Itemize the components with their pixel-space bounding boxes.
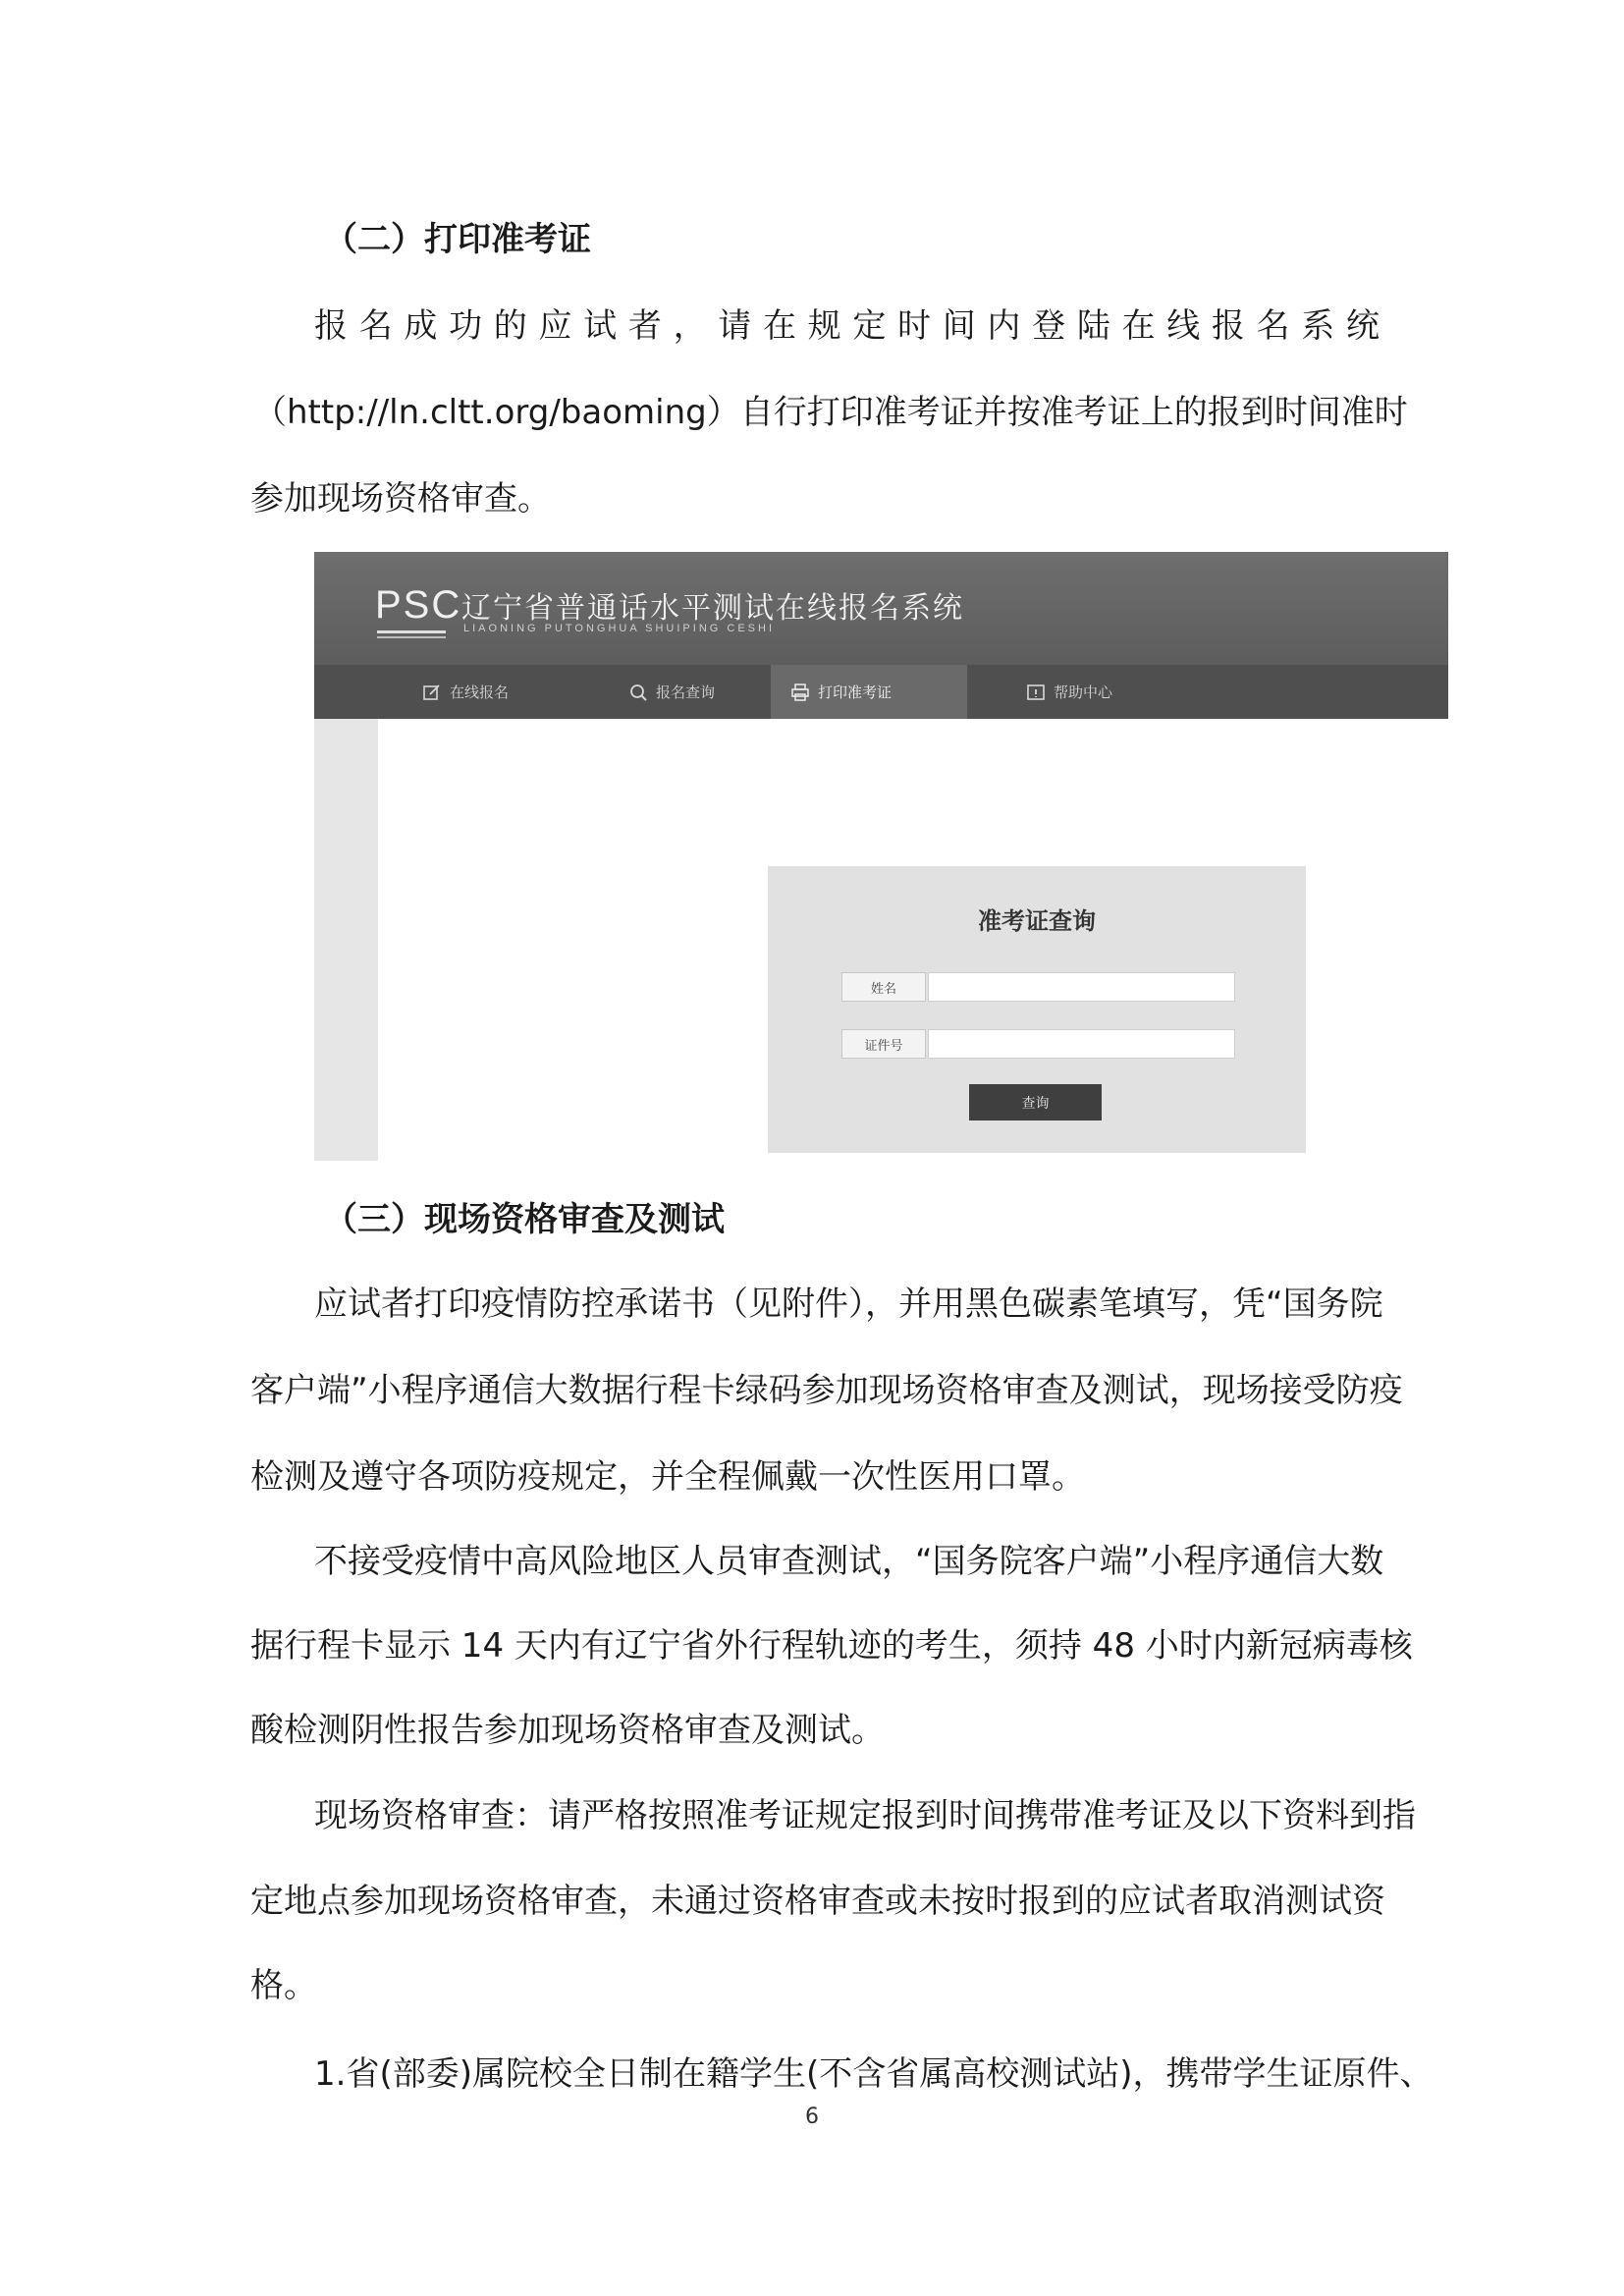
paragraph-line: 报名成功的应试者，请在规定时间内登陆在线报名系统 [314, 306, 1380, 346]
page-number: 6 [805, 2105, 819, 2129]
name-label: 姓名 [841, 972, 926, 1002]
printer-icon [790, 683, 810, 702]
paragraph-line: 客户端”小程序通信大数据行程卡绿码参加现场资格审查及测试，现场接受防疫 [250, 1371, 1403, 1410]
psc-logo: PSC [375, 583, 462, 627]
id-number-label: 证件号 [841, 1029, 926, 1059]
main-nav [314, 665, 1448, 719]
search-icon [628, 683, 648, 702]
system-subtitle: LIAONING PUTONGHUA SHUIPING CESHI [463, 623, 776, 634]
nav-item-registration-query[interactable] [609, 665, 734, 719]
logo-underline [377, 636, 446, 638]
paragraph-line: 检测及遵守各项防疫规定，并全程佩戴一次性医用口罩。 [250, 1457, 1085, 1497]
system-title: 辽宁省普通话水平测试在线报名系统 [461, 591, 964, 626]
nav-item-help-center[interactable] [1006, 665, 1132, 719]
logo-underline [377, 630, 446, 633]
query-button[interactable]: 查询 [969, 1084, 1102, 1121]
nav-label: 打印准考证 [818, 683, 893, 701]
paragraph-line: 应试者打印疫情防控承诺书（见附件），并用黑色碳素笔填写，凭“国务院 [314, 1285, 1383, 1324]
ticket-query-panel [768, 866, 1306, 1153]
paragraph-line: 参加现场资格审查。 [250, 479, 551, 519]
name-input[interactable] [928, 972, 1235, 1002]
paragraph-line: 格。 [250, 1966, 317, 2005]
nav-label: 报名查询 [656, 683, 716, 701]
paragraph-line: 1.省(部委)属院校全日制在籍学生(不含省属高校测试站)，携带学生证原件、 [314, 2054, 1434, 2094]
nav-item-online-registration[interactable] [403, 665, 528, 719]
paragraph-line: 据行程卡显示 14 天内有辽宁省外行程轨迹的考生，须持 48 小时内新冠病毒核 [250, 1626, 1413, 1666]
id-number-input[interactable] [928, 1029, 1235, 1059]
section-heading-print-ticket: （二）打印准考证 [324, 220, 591, 259]
nav-label: 在线报名 [450, 683, 510, 701]
paragraph-line: 定地点参加现场资格审查，未通过资格审查或未按时报到的应试者取消测试资 [250, 1882, 1385, 1921]
system-header [314, 552, 1448, 719]
paragraph-line: （http://ln.cltt.org/baoming）自行打印准考证并按准考证上的报到时间准时 [253, 393, 1408, 432]
nav-item-print-ticket[interactable] [771, 665, 967, 719]
paragraph-line: 酸检测阴性报告参加现场资格审查及测试。 [250, 1711, 885, 1750]
section-heading-onsite-review: （三）现场资格审查及测试 [324, 1200, 725, 1239]
nav-label: 帮助中心 [1054, 683, 1113, 701]
help-icon [1026, 683, 1046, 702]
edit-icon [422, 683, 442, 702]
paragraph-line: 不接受疫情中高风险地区人员审查测试，“国务院客户端”小程序通信大数 [314, 1542, 1384, 1581]
query-title: 准考证查询 [978, 907, 1096, 935]
paragraph-line: 现场资格审查：请严格按照准考证规定报到时间携带准考证及以下资料到指 [314, 1796, 1416, 1835]
left-sidebar-strip [314, 719, 378, 1161]
embedded-screenshot [314, 552, 1448, 1161]
